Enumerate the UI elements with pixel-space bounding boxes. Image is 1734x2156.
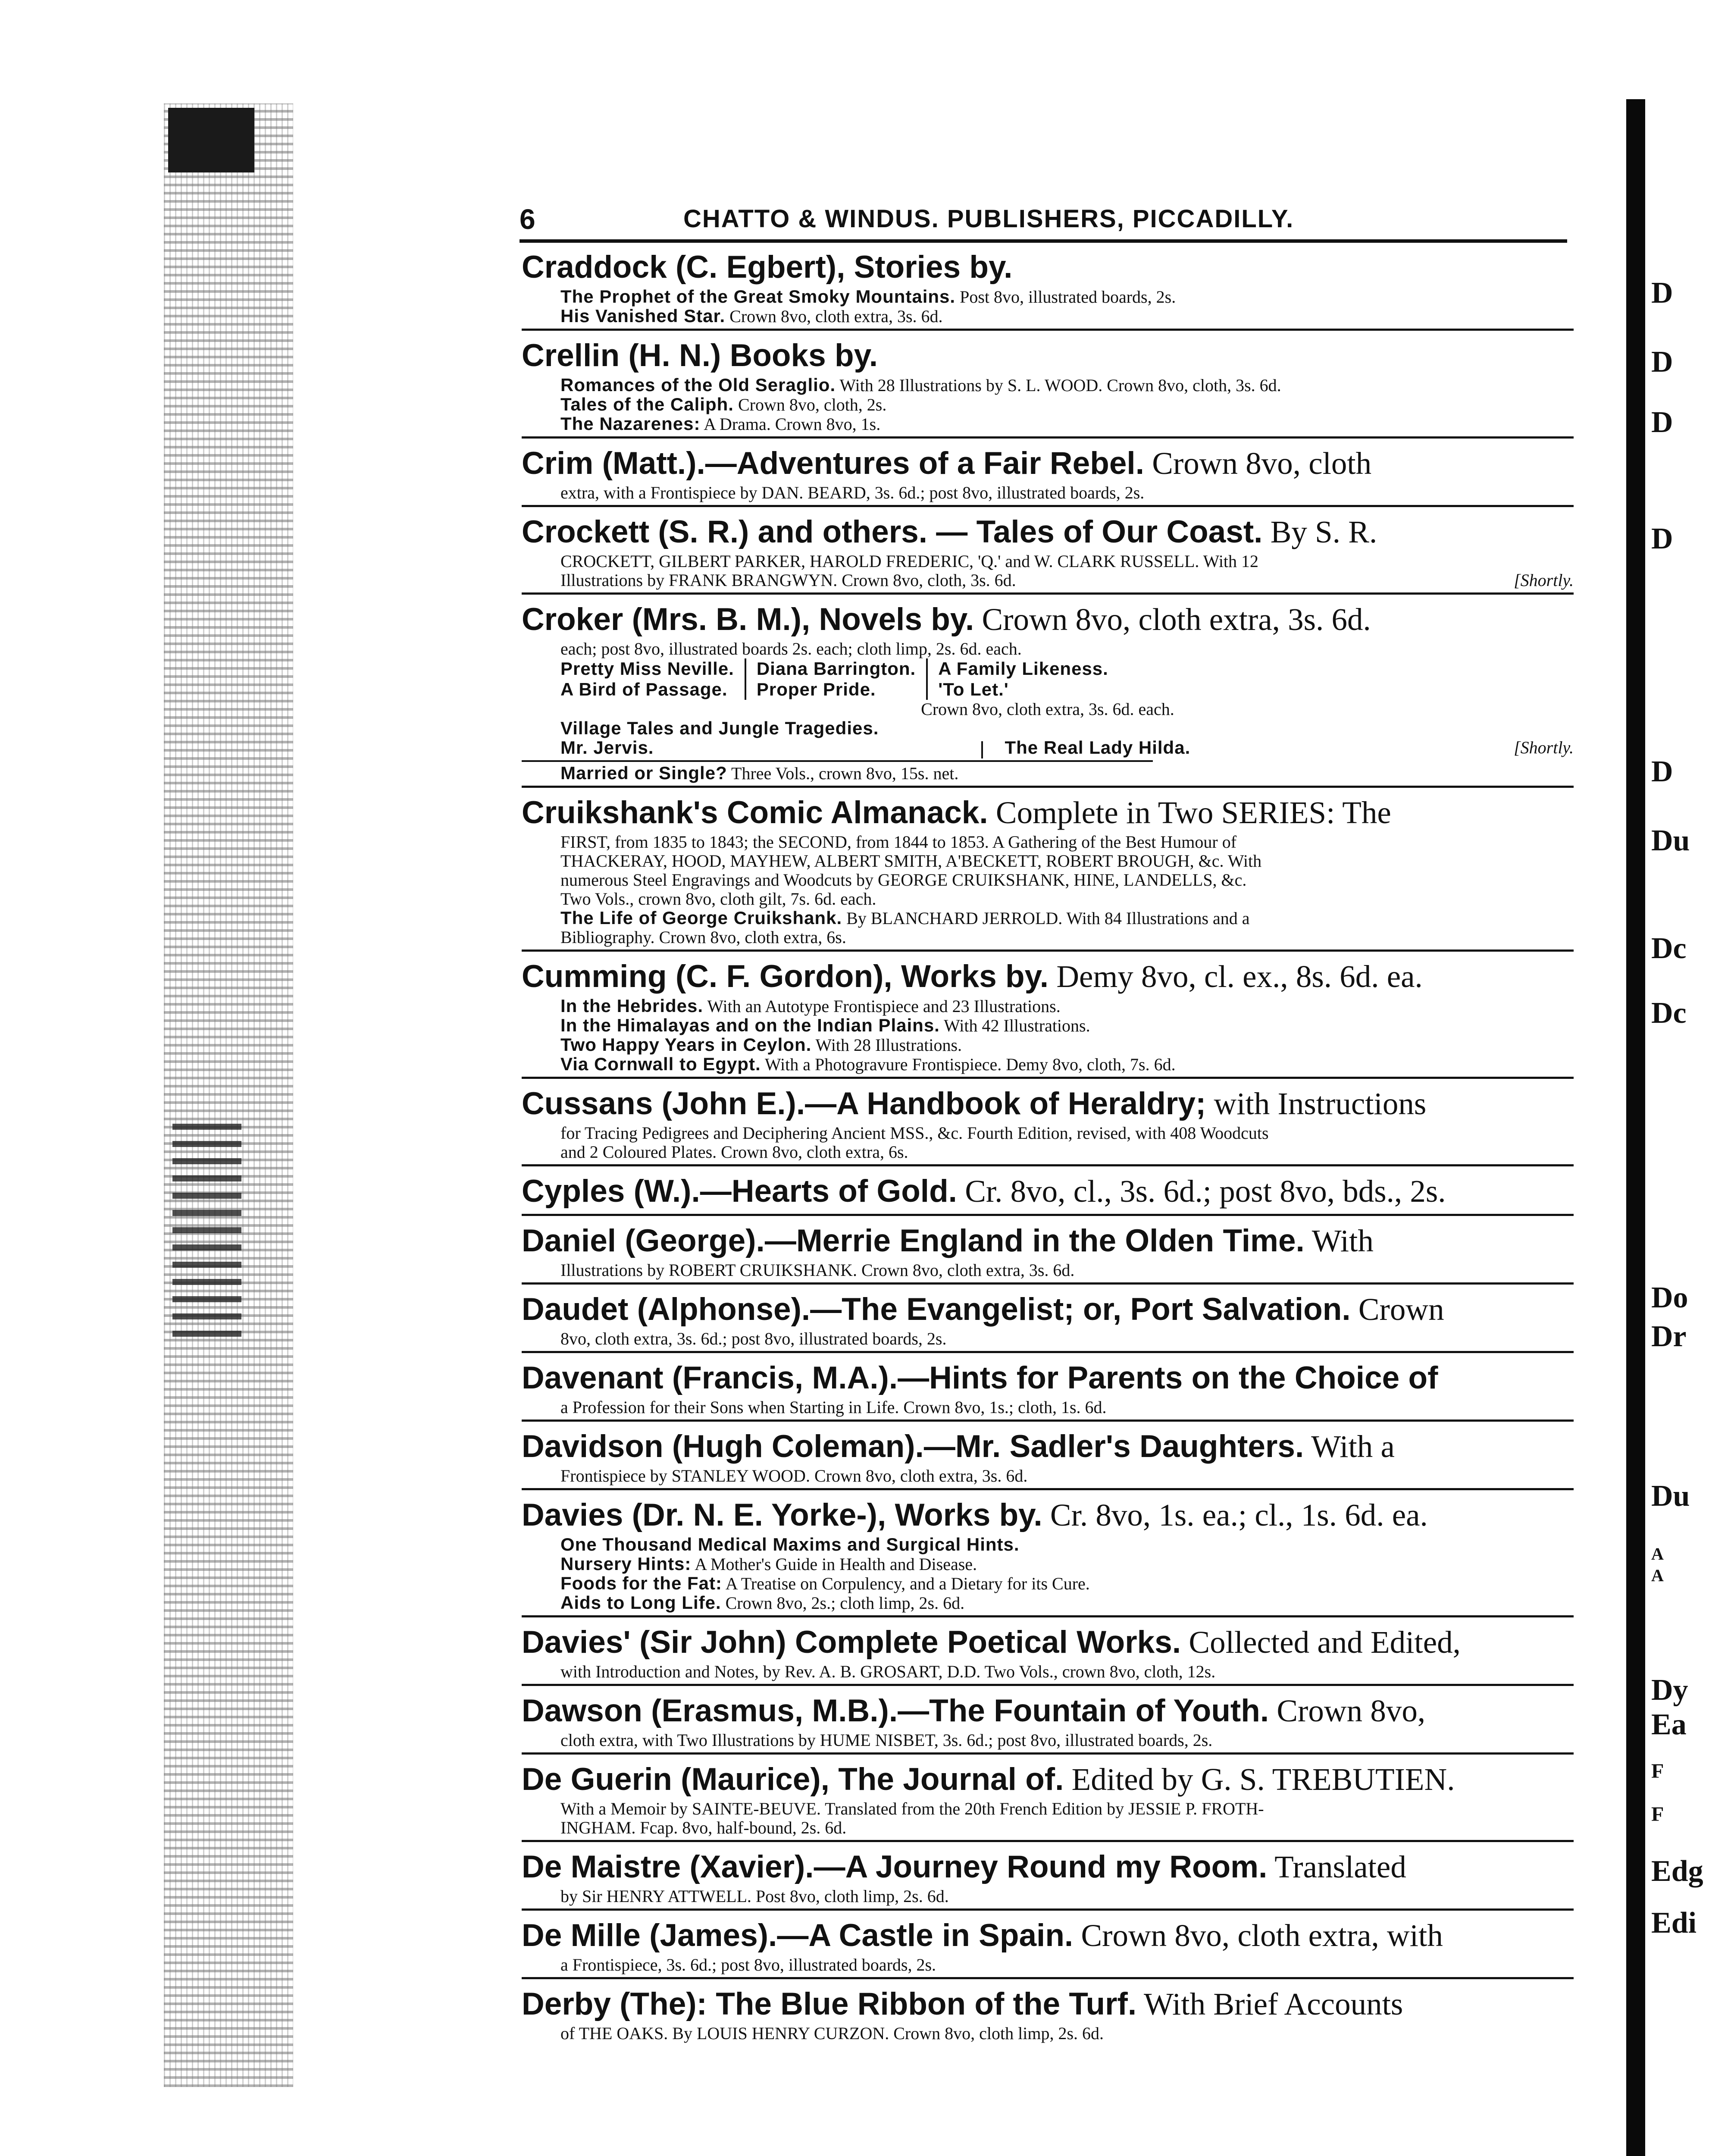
edge-letter: D bbox=[1651, 345, 1673, 379]
book-details: Post 8vo, illustrated boards, 2s. bbox=[955, 287, 1176, 307]
entry-heading bbox=[522, 336, 1574, 376]
entry-heading bbox=[522, 600, 1574, 639]
book-details: by Sir HENRY ATTWELL. Post 8vo, cloth limp, 2s. 6d. bbox=[560, 1886, 949, 1906]
entry-line bbox=[560, 1799, 1574, 1818]
entry-line bbox=[560, 890, 1574, 909]
book-details: With an Autotype Frontispiece and 23 Illustrations. bbox=[703, 996, 1061, 1016]
book-details: With a Memoir by SAINTE-BEUVE. Translated from the 20th French Edition by JESSIE P. FROTH- bbox=[560, 1799, 1264, 1818]
book-details: Illustrations by ROBERT CRUIKSHANK. Crown 8vo, cloth extra, 3s. 6d. bbox=[560, 1260, 1075, 1280]
catalogue-entry bbox=[522, 1288, 1574, 1353]
entry-line bbox=[560, 571, 1574, 590]
catalogue-entry bbox=[522, 1357, 1574, 1422]
book-title: Village Tales and Jungle Tragedies. bbox=[560, 718, 879, 738]
book-title: In the Himalayas and on the Indian Plains. bbox=[560, 1015, 940, 1035]
price-note: Crown 8vo, cloth extra, 3s. 6d. each. bbox=[921, 699, 1174, 719]
edge-letter: Dr bbox=[1651, 1320, 1687, 1353]
entry-line bbox=[560, 376, 1574, 395]
heading-details: By S. R. bbox=[1262, 514, 1377, 549]
author-title: Cumming (C. F. Gordon), Works by. bbox=[522, 959, 1049, 994]
entry-line bbox=[560, 2024, 1574, 2043]
catalogue-entry bbox=[522, 334, 1574, 439]
book-title: A Family Likeness. bbox=[938, 658, 1108, 679]
entry-line bbox=[560, 1329, 1574, 1348]
book-details: cloth extra, with Two Illustrations by HUME NISBET, 3s. 6d.; post 8vo, illustrated boards, 2s. bbox=[560, 1730, 1213, 1750]
entry-line bbox=[560, 1261, 1574, 1280]
book-details: With 42 Illustrations. bbox=[939, 1015, 1090, 1035]
column-divider bbox=[981, 741, 983, 758]
status-note: [Shortly. bbox=[1514, 570, 1574, 590]
adjacent-page-edge bbox=[1647, 0, 1733, 2156]
entry-line bbox=[560, 997, 1574, 1016]
book-details: By BLANCHARD JERROLD. With 84 Illustrations and a bbox=[842, 908, 1250, 928]
book-title: The Prophet of the Great Smoky Mountains. bbox=[560, 286, 956, 307]
entry-line bbox=[560, 1055, 1574, 1074]
edge-letter: Edi bbox=[1651, 1906, 1697, 1940]
edge-letter: D bbox=[1651, 522, 1673, 555]
entry-line bbox=[560, 307, 1574, 326]
book-details: numerous Steel Engravings and Woodcuts by GEORGE CRUIKSHANK, HINE, LANDELLS, &c. bbox=[560, 870, 1247, 890]
book-title: Two Happy Years in Ceylon. bbox=[560, 1034, 812, 1055]
catalogue-entry bbox=[522, 1914, 1574, 1979]
entry-heading bbox=[522, 1427, 1574, 1467]
entry-line bbox=[560, 1955, 1574, 1974]
book-details: extra, with a Frontispiece by DAN. BEARD, 3s. 6d.; post 8vo, illustrated boards, 2s. bbox=[560, 483, 1145, 502]
entry-heading bbox=[522, 1290, 1574, 1329]
heading-details: Crown 8vo, bbox=[1269, 1693, 1426, 1728]
edge-letter: D bbox=[1651, 406, 1673, 439]
author-title: De Maistre (Xavier).—A Journey Round my Room. bbox=[522, 1849, 1268, 1884]
catalogue-entry bbox=[522, 955, 1574, 1079]
entry-line bbox=[560, 1818, 1574, 1837]
heading-details: with Instructions bbox=[1206, 1086, 1427, 1121]
author-title: Cussans (John E.).—A Handbook of Heraldry; bbox=[522, 1086, 1206, 1121]
entry-heading bbox=[522, 793, 1574, 833]
book-details: CROCKETT, GILBERT PARKER, HAROLD FREDERIC, 'Q.' and W. CLARK RUSSELL. With 12 bbox=[560, 552, 1259, 571]
edge-letter: Dc bbox=[1651, 932, 1687, 965]
book-details: FIRST, from 1835 to 1843; the SECOND, from 1844 to 1853. A Gathering of the Best Humour of bbox=[560, 832, 1237, 852]
entry-heading bbox=[522, 512, 1574, 552]
edge-letter: D bbox=[1651, 276, 1673, 310]
entry-heading bbox=[522, 1495, 1574, 1535]
entry-line bbox=[560, 871, 1574, 890]
entry-line bbox=[560, 1662, 1574, 1681]
entry-line bbox=[560, 909, 1574, 928]
entry-heading bbox=[522, 1691, 1574, 1731]
book-details: With a Photogravure Frontispiece. Demy 8vo, cloth, 7s. 6d. bbox=[761, 1054, 1176, 1074]
entry-line bbox=[560, 833, 1574, 852]
page-number: 6 bbox=[520, 203, 535, 235]
scan-binding-dark-patch bbox=[168, 108, 254, 172]
entry-heading bbox=[522, 1984, 1574, 2024]
catalogue-entry bbox=[522, 1082, 1574, 1166]
book-title: Proper Pride. bbox=[756, 679, 876, 699]
catalogue-entry bbox=[522, 1983, 1574, 2046]
book-title: Pretty Miss Neville. bbox=[560, 658, 734, 679]
author-title: De Guerin (Maurice), The Journal of. bbox=[522, 1761, 1064, 1797]
catalogue-entry bbox=[522, 246, 1574, 331]
edge-letter: F bbox=[1651, 1803, 1664, 1826]
novel-columns bbox=[560, 658, 1574, 700]
book-details: Illustrations by FRANK BRANGWYN. Crown 8vo, cloth, 3s. 6d. bbox=[560, 570, 1016, 590]
scan-binding-dark-patch-lower bbox=[172, 1121, 241, 1337]
book-details: INGHAM. Fcap. 8vo, half-bound, 2s. 6d. bbox=[560, 1818, 847, 1837]
book-details: 8vo, cloth extra, 3s. 6d.; post 8vo, illustrated boards, 2s. bbox=[560, 1329, 947, 1348]
author-title: Dawson (Erasmus, M.B.).—The Fountain of Youth. bbox=[522, 1693, 1269, 1728]
heading-details: Demy 8vo, cl. ex., 8s. 6d. ea. bbox=[1049, 959, 1423, 994]
entry-line bbox=[560, 719, 1574, 738]
entry-heading bbox=[522, 248, 1574, 287]
heading-details: Cr. 8vo, 1s. ea.; cl., 1s. 6d. ea. bbox=[1042, 1497, 1428, 1532]
book-title: The Life of George Cruikshank. bbox=[560, 907, 842, 928]
entry-line bbox=[560, 1593, 1574, 1613]
book-title: The Real Lady Hilda. bbox=[1005, 737, 1191, 758]
catalogue-entry bbox=[522, 1846, 1574, 1911]
entry-line bbox=[560, 483, 1574, 502]
sub-rule bbox=[522, 760, 1153, 762]
entry-line bbox=[560, 395, 1574, 414]
catalogue-entries bbox=[522, 246, 1574, 2043]
entry-line bbox=[560, 1398, 1574, 1417]
entry-heading bbox=[522, 1084, 1574, 1124]
author-title: Crim (Matt.).—Adventures of a Fair Rebel. bbox=[522, 446, 1144, 481]
running-title: CHATTO & WINDUS. PUBLISHERS, PICCADILLY. bbox=[683, 205, 1294, 233]
book-title: In the Hebrides. bbox=[560, 995, 704, 1016]
book-details: A Treatise on Corpulency, and a Dietary for its Cure. bbox=[722, 1573, 1090, 1593]
author-title: Daniel (George).—Merrie England in the Olden Time. bbox=[522, 1223, 1305, 1258]
entry-line bbox=[560, 1574, 1574, 1593]
entry-line-pair bbox=[560, 738, 1574, 758]
entry-line bbox=[560, 1467, 1574, 1485]
book-title: Diana Barrington. bbox=[756, 658, 916, 679]
entry-heading bbox=[522, 1221, 1574, 1261]
book-title: Nursery Hints: bbox=[560, 1553, 692, 1574]
book-details: THACKERAY, HOOD, MAYHEW, ALBERT SMITH, A'BECKETT, ROBERT BROUGH, &c. With bbox=[560, 851, 1262, 871]
heading-details: With a bbox=[1304, 1429, 1395, 1464]
edge-letter: Do bbox=[1651, 1281, 1688, 1314]
entry-line bbox=[560, 928, 1574, 947]
entry-heading bbox=[522, 444, 1574, 483]
author-title: Davies' (Sir John) Complete Poetical Works. bbox=[522, 1624, 1181, 1660]
entry-heading bbox=[522, 1172, 1574, 1211]
novel-column bbox=[926, 658, 1119, 700]
scan-binding-shadow bbox=[164, 103, 293, 2087]
book-title: The Nazarenes: bbox=[560, 414, 701, 434]
entry-line bbox=[560, 414, 1574, 434]
book-title: Aids to Long Life. bbox=[560, 1592, 721, 1613]
entry-intro: each; post 8vo, illustrated boards 2s. each; cloth limp, 2s. 6d. each. bbox=[560, 639, 1022, 658]
book-details: A Drama. Crown 8vo, 1s. bbox=[700, 414, 881, 434]
author-title: Craddock (C. Egbert), Stories by. bbox=[522, 250, 1013, 285]
edge-letter: Du bbox=[1651, 824, 1690, 857]
book-details: and 2 Coloured Plates. Crown 8vo, cloth extra, 6s. bbox=[560, 1142, 908, 1162]
catalogue-entry bbox=[522, 1170, 1574, 1216]
heading-details: Crown bbox=[1350, 1291, 1444, 1327]
catalogue-entry bbox=[522, 1621, 1574, 1686]
book-title: One Thousand Medical Maxims and Surgical Hints. bbox=[560, 1534, 1020, 1554]
catalogue-entry bbox=[522, 791, 1574, 952]
novel-column bbox=[745, 658, 926, 700]
edge-letter: Edg bbox=[1651, 1855, 1703, 1888]
edge-letter: Ea bbox=[1651, 1708, 1687, 1741]
catalogue-entry bbox=[522, 1758, 1574, 1842]
book-details: Crown 8vo, cloth extra, 3s. 6d. bbox=[725, 307, 943, 326]
running-header bbox=[520, 199, 1567, 242]
book-details: Bibliography. Crown 8vo, cloth extra, 6s. bbox=[560, 927, 846, 947]
book-details: for Tracing Pedigrees and Deciphering Ancient MSS., &c. Fourth Edition, revised, with 408 Woodcuts bbox=[560, 1123, 1269, 1143]
entry-heading bbox=[522, 1760, 1574, 1799]
catalogue-entry bbox=[522, 442, 1574, 507]
entry-heading bbox=[522, 1916, 1574, 1955]
entry-heading bbox=[522, 1847, 1574, 1887]
book-title: Romances of the Old Seraglio. bbox=[560, 375, 836, 395]
author-title: Davidson (Hugh Coleman).—Mr. Sadler's Daughters. bbox=[522, 1429, 1304, 1464]
book-details: Frontispiece by STANLEY WOOD. Crown 8vo, cloth extra, 3s. 6d. bbox=[560, 1466, 1028, 1485]
entry-heading bbox=[522, 1358, 1574, 1398]
heading-details: With bbox=[1304, 1223, 1374, 1258]
book-details: Crown 8vo, 2s.; cloth limp, 2s. 6d. bbox=[721, 1593, 965, 1613]
book-title: His Vanished Star. bbox=[560, 306, 726, 326]
edge-letter: Du bbox=[1651, 1479, 1690, 1513]
book-title: Via Cornwall to Egypt. bbox=[560, 1053, 761, 1074]
entry-line bbox=[560, 1887, 1574, 1906]
catalogue-entry bbox=[522, 1689, 1574, 1755]
entry-line bbox=[560, 1016, 1574, 1035]
book-details: With 28 Illustrations by S. L. WOOD. Crown 8vo, cloth, 3s. 6d. bbox=[836, 376, 1281, 395]
book-details: A Mother's Guide in Health and Disease. bbox=[691, 1554, 977, 1574]
scan-right-edge-bar bbox=[1626, 99, 1645, 2156]
author-title: Daudet (Alphonse).—The Evangelist; or, Port Salvation. bbox=[522, 1291, 1351, 1327]
edge-letter: F bbox=[1651, 1760, 1664, 1783]
heading-details: Crown 8vo, cloth bbox=[1144, 446, 1372, 481]
author-title: Cyples (W.).—Hearts of Gold. bbox=[522, 1173, 957, 1209]
entry-line bbox=[560, 852, 1574, 871]
entry-heading bbox=[522, 1623, 1574, 1662]
heading-details: Edited by G. S. TREBUTIEN. bbox=[1064, 1761, 1455, 1797]
edge-letter: Dc bbox=[1651, 997, 1687, 1030]
entry-line bbox=[560, 1143, 1574, 1162]
entry-line bbox=[560, 1554, 1574, 1574]
catalogue-entry bbox=[522, 1219, 1574, 1285]
entry-line bbox=[560, 1124, 1574, 1143]
book-title: Tales of the Caliph. bbox=[560, 394, 734, 414]
catalogue-entry bbox=[522, 1425, 1574, 1490]
book-details: Two Vols., crown 8vo, cloth gilt, 7s. 6d. each. bbox=[560, 889, 876, 909]
edge-letter: Dy bbox=[1651, 1673, 1688, 1707]
entry-line bbox=[560, 1731, 1574, 1750]
catalogue-entry bbox=[522, 1494, 1574, 1617]
edge-letter: A bbox=[1651, 1544, 1664, 1564]
heading-details: Translated bbox=[1267, 1849, 1406, 1884]
status-note: [Shortly. bbox=[1514, 738, 1574, 757]
author-title: Davies (Dr. N. E. Yorke-), Works by. bbox=[522, 1497, 1042, 1532]
author-title: Derby (The): The Blue Ribbon of the Turf. bbox=[522, 1986, 1137, 2021]
heading-details: Cr. 8vo, cl., 3s. 6d.; post 8vo, bds., 2s. bbox=[957, 1173, 1446, 1209]
book-details: a Frontispiece, 3s. 6d.; post 8vo, illustrated boards, 2s. bbox=[560, 1955, 936, 1974]
author-title: Cruikshank's Comic Almanack. bbox=[522, 795, 988, 830]
edge-letter: D bbox=[1651, 755, 1673, 788]
entry-line bbox=[560, 1035, 1574, 1055]
author-title: De Mille (James).—A Castle in Spain. bbox=[522, 1918, 1074, 1953]
book-details: Crown 8vo, cloth, 2s. bbox=[733, 395, 887, 414]
book-title: Mr. Jervis. bbox=[560, 737, 654, 758]
book-title: Married or Single? bbox=[560, 762, 727, 783]
author-title: Croker (Mrs. B. M.), Novels by. bbox=[522, 602, 974, 637]
author-title: Crellin (H. N.) Books by. bbox=[522, 338, 878, 373]
book-title: Foods for the Fat: bbox=[560, 1573, 722, 1593]
book-details: of THE OAKS. By LOUIS HENRY CURZON. Crown 8vo, cloth limp, 2s. 6d. bbox=[560, 2023, 1104, 2043]
author-title: Crockett (S. R.) and others. — Tales of Our Coast. bbox=[522, 514, 1263, 549]
author-title: Davenant (Francis, M.A.).—Hints for Parents on the Choice of bbox=[522, 1360, 1438, 1395]
entry-line bbox=[560, 552, 1574, 571]
book-title: A Bird of Passage. bbox=[560, 679, 728, 699]
heading-details: With Brief Accounts bbox=[1136, 1986, 1403, 2021]
catalogue-entry bbox=[522, 598, 1574, 788]
book-details: With 28 Illustrations. bbox=[811, 1035, 962, 1055]
heading-details: Complete in Two SERIES: The bbox=[988, 795, 1391, 830]
book-details: a Profession for their Sons when Starting in Life. Crown 8vo, 1s.; cloth, 1s. 6d. bbox=[560, 1397, 1107, 1417]
entry-heading bbox=[522, 957, 1574, 997]
novel-column bbox=[560, 658, 745, 700]
header-rule bbox=[520, 239, 1567, 243]
entry-line bbox=[560, 764, 1574, 783]
entry-line bbox=[560, 1535, 1574, 1554]
catalogue-entry bbox=[522, 511, 1574, 595]
book-title: 'To Let.' bbox=[938, 679, 1009, 699]
heading-details: Collected and Edited, bbox=[1181, 1624, 1461, 1660]
heading-details: Crown 8vo, cloth extra, 3s. 6d. bbox=[974, 602, 1371, 637]
edge-letter: A bbox=[1651, 1566, 1664, 1585]
book-details: Three Vols., crown 8vo, 15s. net. bbox=[727, 763, 959, 783]
book-details: with Introduction and Notes, by Rev. A. B. GROSART, D.D. Two Vols., crown 8vo, cloth, 12s. bbox=[560, 1661, 1216, 1681]
entry-line bbox=[560, 287, 1574, 307]
heading-details: Crown 8vo, cloth extra, with bbox=[1073, 1918, 1443, 1953]
